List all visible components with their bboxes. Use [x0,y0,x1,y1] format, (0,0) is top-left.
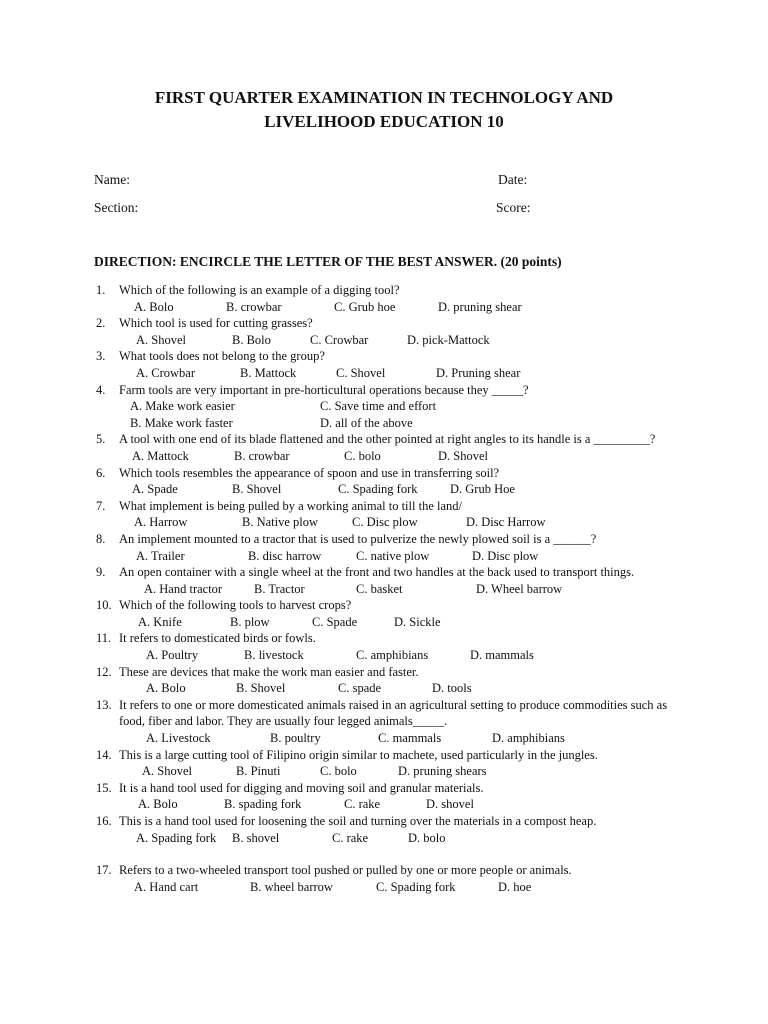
question-number: 15. [96,780,112,795]
answer-option[interactable]: C. mammals [378,731,442,746]
question-text: A tool with one end of its blade flattened and the other pointed at right angles to its handle is a _________? [119,432,656,447]
answer-option[interactable]: C. Disc plow [352,515,418,530]
answer-option[interactable]: A. Trailer [136,548,185,563]
exam-title-line-2: LIVELIHOOD EDUCATION 10 [264,112,504,131]
question-text: Farm tools are very important in pre-horticultural operations because they _____? [119,382,529,397]
question-text: It is a hand tool used for digging and moving soil and granular materials. [119,780,484,795]
question-number: 3. [96,349,106,364]
answer-option[interactable]: C. spade [338,681,382,696]
question-text: An implement mounted to a tractor that is used to pulverize the newly plowed soil is a ______? [119,531,597,546]
answer-option[interactable]: B. Shovel [232,482,282,497]
answer-option[interactable]: D. hoe [498,879,532,894]
question-1 [96,282,676,315]
question-14 [96,747,676,780]
answer-options [144,581,676,598]
question-5 [96,431,676,464]
answer-option[interactable]: D. Grub Hoe [450,482,515,497]
question-list [96,282,676,895]
answer-options [132,481,676,498]
question-number: 12. [96,664,112,679]
answer-option[interactable]: B. disc harrow [248,548,322,563]
answer-option[interactable]: C. native plow [356,548,430,563]
answer-option[interactable]: A. Crowbar [136,365,196,380]
answer-option[interactable]: D. Disc plow [472,548,539,563]
section-label: Section: [94,200,139,215]
question-7 [96,498,676,531]
answer-options [134,879,676,896]
question-text: An open container with a single wheel at the front and two handles at the back used to transport things. [119,565,635,580]
answer-option[interactable]: D. Disc Harrow [466,515,546,530]
answer-option[interactable]: D. amphibians [492,731,565,746]
question-15 [96,780,676,813]
question-text: Refers to a two-wheeled transport tool pushed or pulled by one or more people or animals. [119,863,572,878]
answer-options [136,830,676,847]
answer-option[interactable]: A. Knife [138,614,182,629]
exam-title [0,86,768,134]
direction-text: DIRECTION: ENCIRCLE THE LETTER OF THE BEST ANSWER. (20 points) [94,254,562,269]
answer-option[interactable]: C. Spade [312,614,358,629]
answer-option[interactable]: D. Pruning shear [436,365,521,380]
question-number: 9. [96,565,106,580]
question-number: 5. [96,432,106,447]
question-number: 10. [96,598,112,613]
answer-option[interactable]: A. Make work easier [130,399,235,414]
answer-option[interactable]: A. Hand cart [134,879,199,894]
answer-option[interactable]: A. Bolo [138,797,178,812]
answer-option[interactable]: D. mammals [470,648,534,663]
answer-option[interactable]: C. Shovel [336,365,386,380]
answer-option[interactable]: C. Crowbar [310,332,369,347]
answer-options [136,332,676,349]
question-text: This is a large cutting tool of Filipino origin similar to machete, used particularly in the jungles. [119,747,598,762]
answer-option[interactable]: D. Sickle [394,614,441,629]
answer-option[interactable]: B. Mattock [240,365,297,380]
answer-option[interactable]: A. Poultry [146,648,199,663]
answer-options [138,796,676,813]
answer-options [130,398,676,431]
question-11 [96,630,676,663]
answer-option[interactable]: B. Native plow [242,515,319,530]
answer-options [138,614,676,631]
question-text: It refers to domesticated birds or fowls. [119,631,316,646]
question-17 [96,862,676,895]
answer-options [146,730,676,747]
answer-options [146,680,676,697]
answer-option[interactable]: B. spading fork [224,797,302,812]
answer-option[interactable]: A. Bolo [134,299,174,314]
question-text: Which of the following is an example of a digging tool? [119,283,400,297]
name-label: Name: [94,172,130,187]
answer-option[interactable]: A. Shovel [136,332,186,347]
answer-option[interactable]: A. Livestock [146,731,211,746]
answer-option[interactable]: C. rake [344,797,381,812]
answer-option[interactable]: A. Spading fork [136,830,217,845]
answer-option[interactable]: D. Wheel barrow [476,581,563,596]
question-number: 13. [96,697,112,712]
question-text: Which tools resembles the appearance of spoon and use in transferring soil? [119,465,500,480]
answer-option[interactable]: B. Pinuti [236,764,281,779]
answer-option[interactable]: D. pruning shear [438,299,522,314]
question-number: 2. [96,316,106,331]
answer-option[interactable]: C. Save time and effort [320,399,437,414]
question-3 [96,348,676,381]
question-text: Which tool is used for cutting grasses? [119,316,313,331]
question-number: 6. [96,465,106,480]
question-number: 14. [96,747,112,762]
answer-options [134,514,676,531]
question-number: 8. [96,531,106,546]
answer-option[interactable]: A. Bolo [146,681,186,696]
question-8 [96,531,676,564]
answer-option[interactable]: A. Spade [132,482,178,497]
question-text: These are devices that make the work man easier and faster. [119,664,419,679]
question-text: Which of the following tools to harvest crops? [119,598,352,613]
question-12 [96,664,676,697]
answer-option[interactable]: A. Hand tractor [144,581,223,596]
answer-options [134,299,676,316]
question-text: What tools does not belong to the group? [119,349,325,364]
question-10 [96,597,676,630]
answer-option[interactable]: D. pruning shears [398,764,487,779]
answer-option[interactable]: C. basket [356,581,403,596]
answer-option[interactable]: C. rake [332,830,369,845]
question-text: This is a hand tool used for loosening the soil and turning over the materials in a compost heap. [119,814,597,828]
answer-option[interactable]: D. all of the above [320,415,413,430]
answer-options [136,365,676,382]
question-number: 1. [96,283,106,297]
question-4 [96,382,676,432]
answer-options [146,647,676,664]
date-label: Date: [498,172,528,187]
answer-option[interactable]: B. livestock [244,648,304,663]
answer-option[interactable]: C. bolo [344,448,381,463]
answer-option[interactable]: D. Shovel [438,448,488,463]
answer-option[interactable]: A. Shovel [142,764,192,779]
exam-title-line-1: FIRST QUARTER EXAMINATION IN TECHNOLOGY AND [154,88,614,107]
answer-options [136,548,676,565]
answer-option[interactable]: C. Spading fork [376,879,456,894]
question-number: 16. [96,814,112,828]
answer-option[interactable]: B. shovel [232,830,280,845]
answer-option[interactable]: A. Mattock [132,448,189,463]
answer-option[interactable]: B. wheel barrow [250,879,333,894]
answer-option[interactable]: B. poultry [270,731,321,746]
question-number: 11. [96,631,112,646]
question-13 [96,697,676,747]
answer-option[interactable]: C. Grub hoe [334,299,396,314]
answer-option[interactable]: D. bolo [408,830,446,845]
answer-option[interactable]: B. Bolo [232,332,271,347]
question-16 [96,813,676,846]
answer-option[interactable]: B. plow [230,614,270,629]
question-2 [96,315,676,348]
answer-option[interactable]: B. crowbar [234,448,290,463]
question-text: What implement is being pulled by a working animal to till the land/ [119,498,462,513]
answer-option[interactable]: B. Make work faster [130,415,233,430]
answer-option[interactable]: A. Harrow [134,515,188,530]
answer-option[interactable]: C. amphibians [356,648,429,663]
question-text: It refers to one or more domesticated animals raised in an agricultural setting to produce commodities such as food, fiber and labor. They are usually four legged animals_____. [119,697,668,729]
question-number: 17. [96,863,112,878]
answer-option[interactable]: C. bolo [320,764,357,779]
answer-option[interactable]: C. Spading fork [338,482,418,497]
answer-options [132,448,676,465]
answer-option[interactable]: D. pick-Mattock [407,332,490,347]
answer-option[interactable]: B. Tractor [254,581,305,596]
question-number: 4. [96,382,106,397]
answer-option[interactable]: B. crowbar [226,299,282,314]
question-6 [96,465,676,498]
question-9 [96,564,676,597]
score-label: Score: [496,200,531,215]
answer-options [142,763,676,780]
answer-option[interactable]: B. Shovel [236,681,286,696]
answer-option[interactable]: D. shovel [426,797,474,812]
question-number: 7. [96,498,106,513]
answer-option[interactable]: D. tools [432,681,472,696]
